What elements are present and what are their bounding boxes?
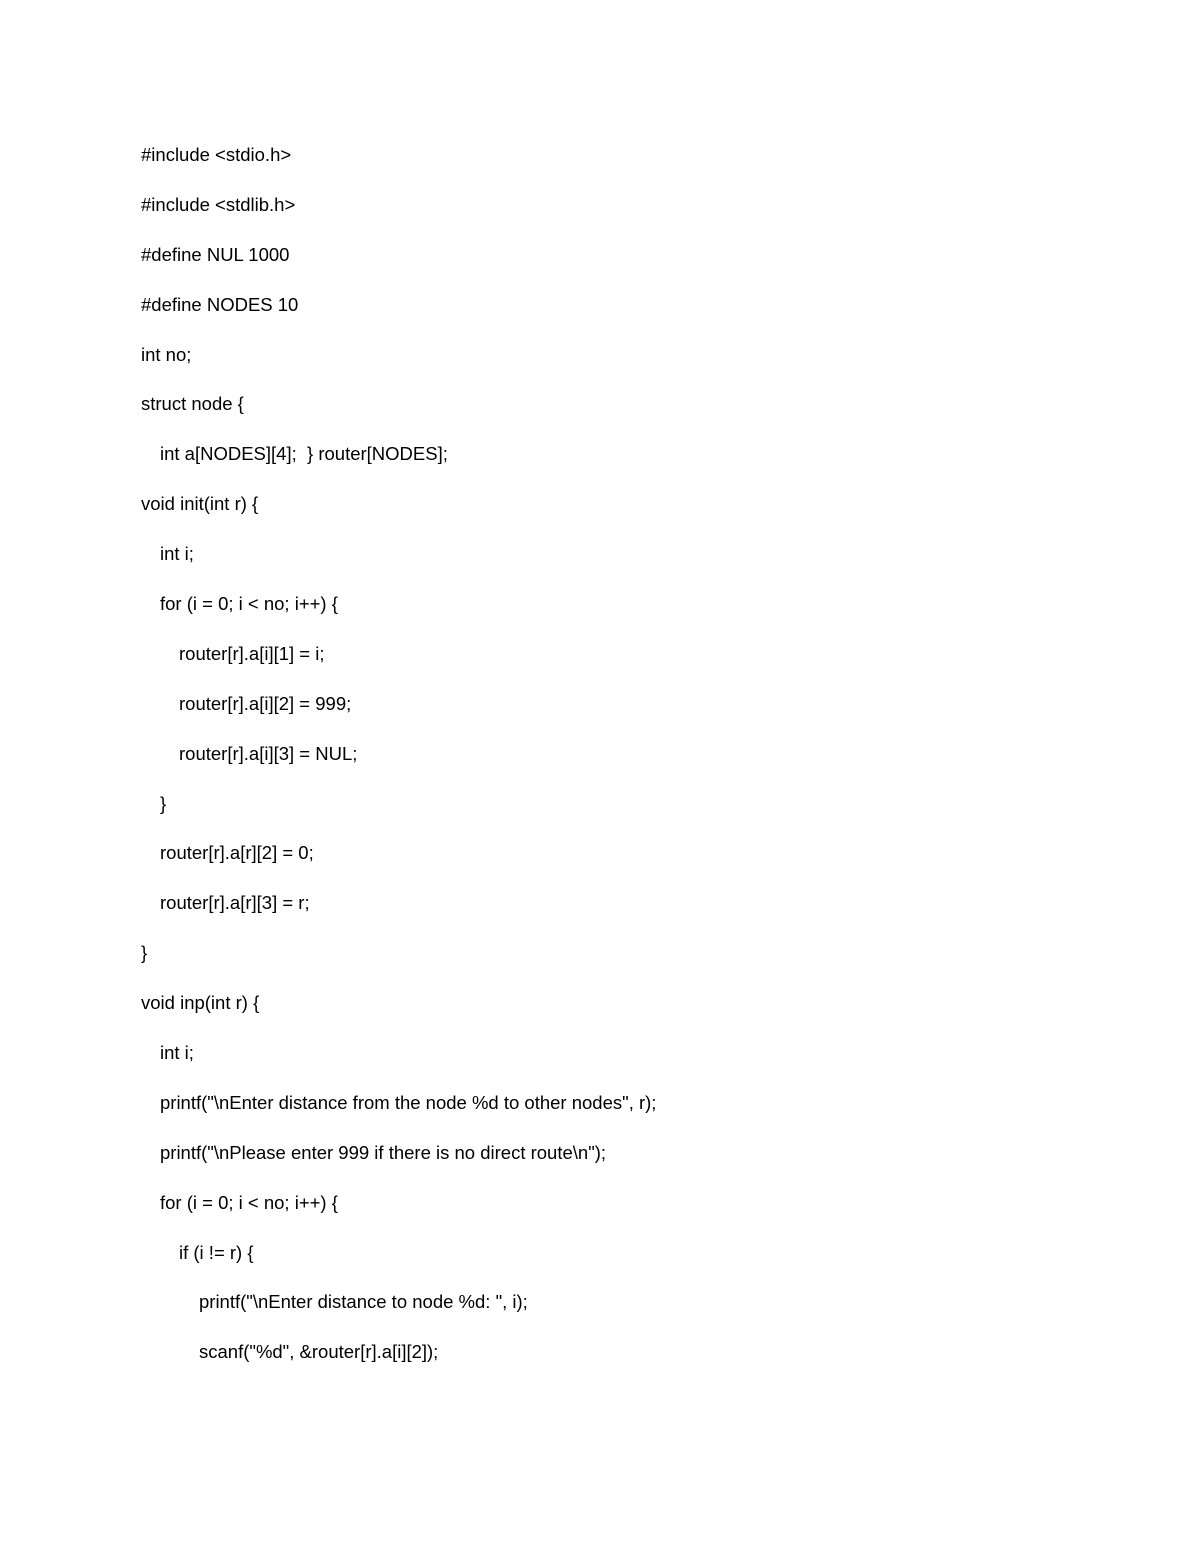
- code-line: #define NODES 10: [141, 293, 299, 315]
- code-line: }: [160, 792, 167, 814]
- code-line: #include <stdio.h>: [141, 144, 292, 165]
- code-line: if (i != r) {: [179, 1241, 254, 1263]
- code-line: int i;: [160, 543, 194, 565]
- code-line: int no;: [141, 343, 192, 365]
- code-line: for (i = 0; i < no; i++) {: [160, 1191, 338, 1213]
- code-line: int i;: [160, 1042, 194, 1064]
- code-line: int a[NODES][4]; } router[NODES];: [160, 443, 448, 465]
- code-line: router[r].a[i][3] = NUL;: [179, 742, 358, 764]
- code-line: #define NUL 1000: [141, 243, 290, 265]
- code-line: router[r].a[i][2] = 999;: [179, 692, 352, 714]
- code-line: router[r].a[r][3] = r;: [160, 892, 310, 914]
- code-line: router[r].a[r][2] = 0;: [160, 842, 314, 864]
- code-listing: [141, 143, 1141, 1390]
- code-line: printf("\nEnter distance from the node %d to other nodes", r);: [160, 1091, 657, 1113]
- code-line: printf("\nEnter distance to node %d: ", i);: [199, 1291, 528, 1313]
- code-line: scanf("%d", &router[r].a[i][2]);: [199, 1341, 439, 1363]
- code-line: printf("\nPlease enter 999 if there is no direct route\n");: [160, 1141, 607, 1163]
- code-line: router[r].a[i][1] = i;: [179, 642, 325, 664]
- code-line: void inp(int r) {: [141, 992, 260, 1014]
- code-line: void init(int r) {: [141, 493, 259, 515]
- code-line: for (i = 0; i < no; i++) {: [160, 593, 338, 615]
- code-line: }: [141, 942, 148, 964]
- code-line: struct node {: [141, 393, 244, 415]
- code-line: #include <stdlib.h>: [141, 193, 296, 215]
